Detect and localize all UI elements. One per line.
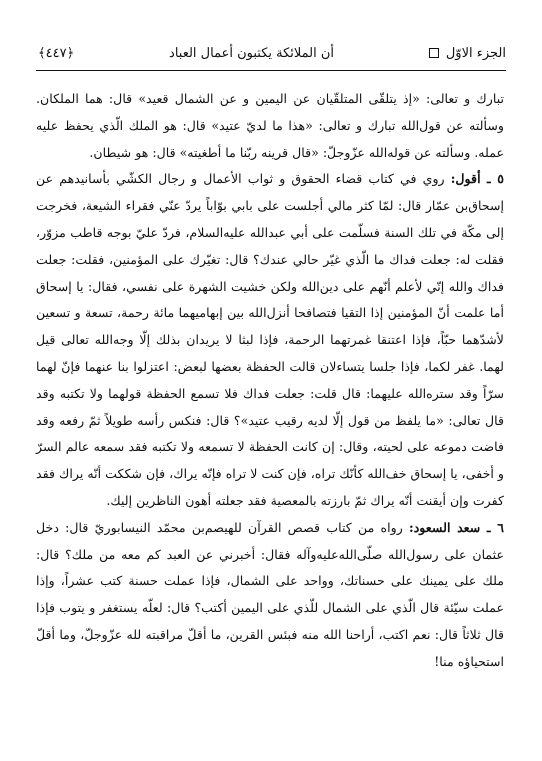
paragraph-text: تبارك و تعالى: «إذ يتلقّى المتلقّيان عن اليمين و عن الشمال قعيد» قال: هما الملكان. وسألته عن قول‌الله تبارك و تعالى: «هذا ما لديّ عتيد» قال: هو الملك الّذي يحفظ عليه عمله. وسألته عن قوله‌الله عزّوجلّ: «قال قرينه ربّنا ما أطغيته» قال: هو شيطان. [36,91,504,160]
paragraph-heading: ٥ ـ أقول: [450,171,504,187]
header-rule [36,70,506,71]
square-icon [429,48,439,58]
chapter-title: أن الملائكة يكتبون أعمال العباد [169,45,335,61]
paragraph-heading: ٦ ـ سعد السعود: [409,519,504,535]
part-label: الجزء الاوّل [445,45,506,61]
paragraph-text: رواه من كتاب قصص القرآن للهيصم‌بن محمّد النيسابوريّ قال: دخل عثمان على رسول‌الله صلّی‌الله‌عليه‌وآله فقال: أخبرني عن العبد كم معه من ملك؟ قال: ملك على يمينك على حسناتك، وواحد على الشمال، فإذا عملت حسنة كتب عشراً، وإذا عملت سيّئة قال الّذي على الشمال للّذي على اليمين أكتب؟ قال: لعلّه يستغفر و يتوب فإذا قال ثلاثاً قال: نعم اكتب، أراحنا الله منه فبئس القرين، ما أقلّ مراقبته لله عزّوجلّ، وما أقلّ استحياؤه منا! [36,519,504,669]
page-header [38,40,506,66]
page-number: ﴿٤٤٧﴾ [38,45,75,61]
paragraph-1 [36,86,504,166]
paragraph-2 [36,166,504,514]
main-text [36,86,504,676]
running-head-part [429,46,506,61]
paragraph-3 [36,515,504,676]
paragraph-text: روي في كتاب قضاء الحقوق و ثواب الأعمال و رجال الكشّي بأسانيدهم عن إسحاق‌بن عمّار قال: لمّا كثر مالي أجلست على بابي بوّاباً يردّ عنّي فقراء الشيعة، فخرجت إلى مكّة في تلك السنة فسلّمت على أبي عبدالله عليه‌السلام، فردّ عليّ بوجه قاطب مزوّر، فقلت له: جعلت فداك ما الّذي غيّر حالي عندك؟ قال: تغيّرك على المؤمنين، فقلت: جعلت فداك والله إنّي لأعلم أنّهم على دين‌الله ولكن خشيت الشهرة على نفسي، فقال: يا إسحاق أما علمت أنّ المؤمنين إذا التقيا فتصافحا أنزل‌الله بين إبهاميهما مائة رحمة، تسعة و تسعين لأشدّهما حبّاً، فإذا اعتنقا غمرتهما الرحمة، فإذا لبثا لا يريدان بذلك إلّا وجه‌الله تعالى قيل لهما. غفر لكما، فإذا جلسا يتساءلان قالت الحفظة بعضها لبعض: اعتزلوا بنا عنهما فإنّ لهما سرّاً وقد ستره‌الله عليهما: قال قلت: جعلت فداك فلا تسمع الحفظة قولهما ولا تكتبه وقد قال تعالى: «ما يلفظ من قول إلّا لديه رقيب عتيد»؟ قال: فنكس رأسه طويلاً ثمّ رفعه وقد فاضت دموعه على لحيته، وقال: إن كانت الحفظة لا تسمعه ولا تكتبه فقد سمعه عالم السرّ و أخفى، يا إسحاق خف‌الله كأنّك تراه، فإن كنت لا تراه فإنّه يراك، فإن شككت أنّه يراك فقد كفرت وإن أيقنت أنّه يراك ثمّ بارزته بالمعصية فقد جعلته أهون الناظرين إليك. [36,171,504,508]
